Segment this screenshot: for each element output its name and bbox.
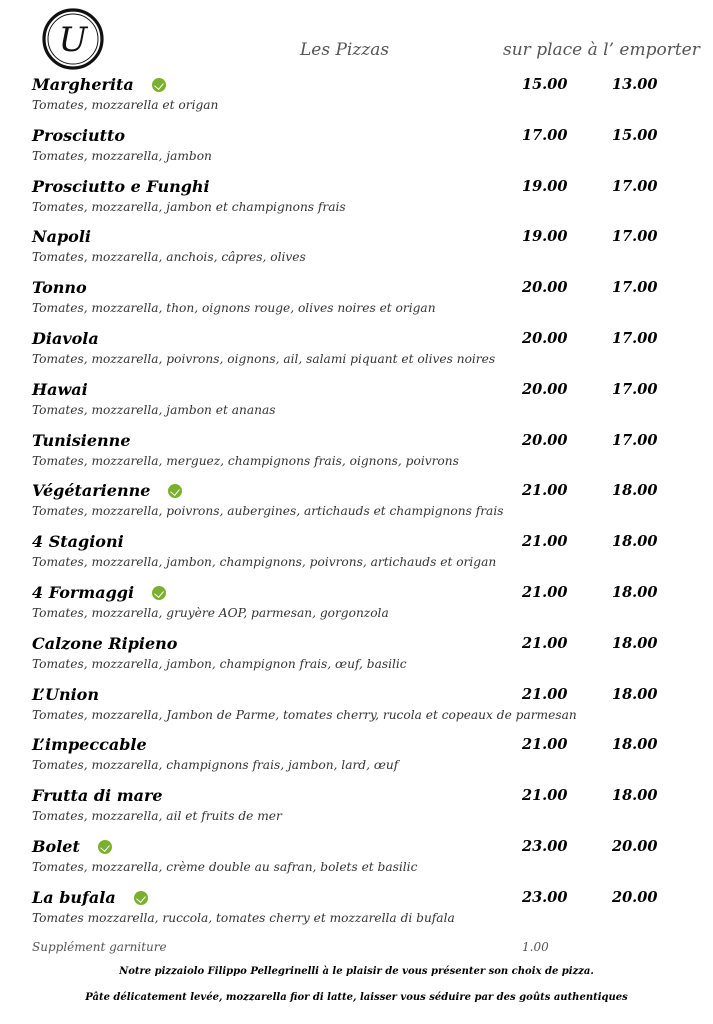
price-sur-place: 20.00 [522, 431, 568, 449]
pizza-name: 4 Stagioni [32, 532, 124, 552]
pizza-description: Tomates, mozzarella, crème double au safran, bolets et basilic [32, 859, 418, 874]
pizza-name-row [32, 683, 99, 707]
pizza-name-row [32, 581, 166, 605]
pizza-description: Tomates, mozzarella, Jambon de Parme, tomates cherry, rucola et copeaux de parmesan [32, 707, 577, 722]
pizza-description: Tomates, mozzarella, champignons frais, jambon, lard, œuf [32, 758, 399, 773]
price-emporter: 18.00 [612, 634, 658, 652]
pizza-name: Calzone Ripieno [32, 633, 178, 653]
pizza-description: Tomates, mozzarella, ail et fruits de mer [32, 809, 282, 824]
price-emporter: 20.00 [612, 888, 658, 906]
leaf-icon [152, 78, 166, 92]
pizza-description: Tomates, mozzarella, anchois, câpres, olives [32, 250, 306, 265]
pizza-name: 4 Formaggi [32, 582, 135, 602]
price-emporter: 17.00 [612, 279, 658, 297]
price-emporter: 17.00 [612, 228, 658, 246]
price-sur-place: 21.00 [522, 583, 568, 601]
price-emporter: 17.00 [612, 431, 658, 449]
pizza-name-row [32, 378, 88, 402]
menu-item [0, 632, 713, 683]
footer-line-2: Pâte délicatement levée, mozzarella fior di latte, laisser vous séduire par des goûts authentiques [85, 992, 628, 1003]
supplement-label: Supplément garniture [32, 940, 167, 954]
price-sur-place: 21.00 [522, 634, 568, 652]
price-sur-place: 21.00 [522, 482, 568, 500]
menu-item [0, 784, 713, 835]
price-emporter: 20.00 [612, 837, 658, 855]
pizza-name-row [32, 835, 112, 859]
leaf-icon [134, 891, 148, 905]
pizza-name-row [32, 73, 166, 97]
menu-title: Les Pizzas [300, 40, 390, 60]
price-sur-place: 21.00 [522, 736, 568, 754]
pizza-name: Hawai [32, 379, 88, 399]
menu-item [0, 378, 713, 429]
menu-item [0, 683, 713, 734]
supplement-price: 1.00 [522, 940, 549, 954]
menu-item [0, 429, 713, 480]
pizza-description: Tomates, mozzarella, jambon, champignons, poivrons, artichauds et origan [32, 555, 497, 570]
pizza-name: Diavola [32, 328, 99, 348]
price-emporter: 18.00 [612, 736, 658, 754]
pizza-description: Tomates, mozzarella, poivrons, oignons, ail, salami piquant et olives noires [32, 351, 496, 366]
menu-item [0, 124, 713, 175]
footer-line-1: Notre pizzaiolo Filippo Pellegrinelli à le plaisir de vous présenter son choix de pizza. [119, 966, 594, 977]
price-emporter: 15.00 [612, 126, 658, 144]
pizza-name: Napoli [32, 227, 92, 247]
pizza-name: Bolet [32, 836, 80, 856]
price-sur-place: 21.00 [522, 533, 568, 551]
pizza-name-row [32, 429, 131, 453]
pizza-name-row [32, 530, 124, 554]
pizza-description: Tomates, mozzarella, thon, oignons rouge, olives noires et origan [32, 301, 436, 316]
price-sur-place: 23.00 [522, 837, 568, 855]
pizza-name-row [32, 327, 99, 351]
menu-item [0, 276, 713, 327]
price-emporter: 13.00 [612, 76, 658, 93]
pizza-name-row [32, 784, 163, 808]
pizza-name-row [32, 175, 210, 199]
price-sur-place: 17.00 [522, 126, 568, 144]
pizza-name: Margherita [32, 75, 134, 94]
pizza-description: Tomates, mozzarella, jambon [32, 148, 212, 163]
pizza-name: Prosciutto e Funghi [32, 176, 210, 196]
pizza-description: Tomates, mozzarella, jambon et champignons frais [32, 199, 346, 214]
menu-item [0, 225, 713, 276]
price-emporter: 18.00 [612, 482, 658, 500]
pizza-description: Tomates, mozzarella, poivrons, aubergines, artichauds et champignons frais [32, 504, 504, 519]
pizza-name: Tunisienne [32, 430, 131, 450]
price-emporter: 18.00 [612, 533, 658, 551]
pizza-description: Tomates mozzarella, ruccola, tomates cherry et mozzarella di bufala [32, 910, 455, 925]
leaf-icon [152, 586, 166, 600]
menu-item [0, 530, 713, 581]
pizza-name: L’Union [32, 684, 99, 704]
pizza-name-row [32, 479, 182, 503]
leaf-icon [168, 484, 182, 498]
menu-item [0, 835, 713, 886]
menu-item [0, 327, 713, 378]
price-sur-place: 21.00 [522, 787, 568, 805]
pizza-name: Végétarienne [32, 481, 151, 501]
price-emporter: 17.00 [612, 177, 658, 195]
price-sur-place: 20.00 [522, 380, 568, 398]
pizza-name-row [32, 632, 177, 656]
pizza-name: Frutta di mare [32, 786, 163, 806]
price-sur-place: 20.00 [522, 279, 568, 297]
pizza-name-row [32, 225, 91, 249]
pizza-description: Tomates, mozzarella, jambon et ananas [32, 402, 276, 417]
leaf-icon [98, 840, 112, 854]
price-sur-place: 23.00 [522, 888, 568, 906]
pizza-name-row [32, 124, 125, 148]
pizza-list [0, 73, 713, 937]
pizza-description: Tomates, mozzarella, gruyère AOP, parmesan, gorgonzola [32, 605, 389, 620]
pizza-description: Tomates, mozzarella, jambon, champignon frais, œuf, basilic [32, 656, 407, 671]
pizza-name-row [32, 733, 147, 757]
restaurant-logo [40, 6, 106, 72]
price-sur-place: 15.00 [522, 76, 568, 93]
logo-letter: U [58, 20, 88, 60]
price-sur-place: 19.00 [522, 177, 568, 195]
menu-item [0, 733, 713, 784]
pizza-name-row [32, 276, 87, 300]
menu-item [0, 581, 713, 632]
menu-item [0, 886, 713, 937]
pizza-name: Prosciutto [32, 125, 126, 145]
price-emporter: 17.00 [612, 329, 658, 347]
pizza-name: L’impeccable [32, 735, 147, 755]
price-sur-place: 19.00 [522, 228, 568, 246]
pizza-description: Tomates, mozzarella, merguez, champignons frais, oignons, poivrons [32, 453, 459, 468]
price-columns-header: sur place à l’ emporter [503, 40, 700, 60]
pizza-name-row [32, 886, 148, 910]
price-sur-place: 20.00 [522, 329, 568, 347]
price-emporter: 18.00 [612, 583, 658, 601]
logo-mark [40, 6, 106, 72]
menu-item [0, 73, 713, 124]
menu-item [0, 175, 713, 226]
menu-item [0, 479, 713, 530]
pizza-name: Tonno [32, 278, 87, 298]
pizza-name: La bufala [32, 887, 116, 907]
price-emporter: 18.00 [612, 787, 658, 805]
price-sur-place: 21.00 [522, 685, 568, 703]
price-emporter: 17.00 [612, 380, 658, 398]
price-emporter: 18.00 [612, 685, 658, 703]
pizza-description: Tomates, mozzarella et origan [32, 98, 219, 112]
